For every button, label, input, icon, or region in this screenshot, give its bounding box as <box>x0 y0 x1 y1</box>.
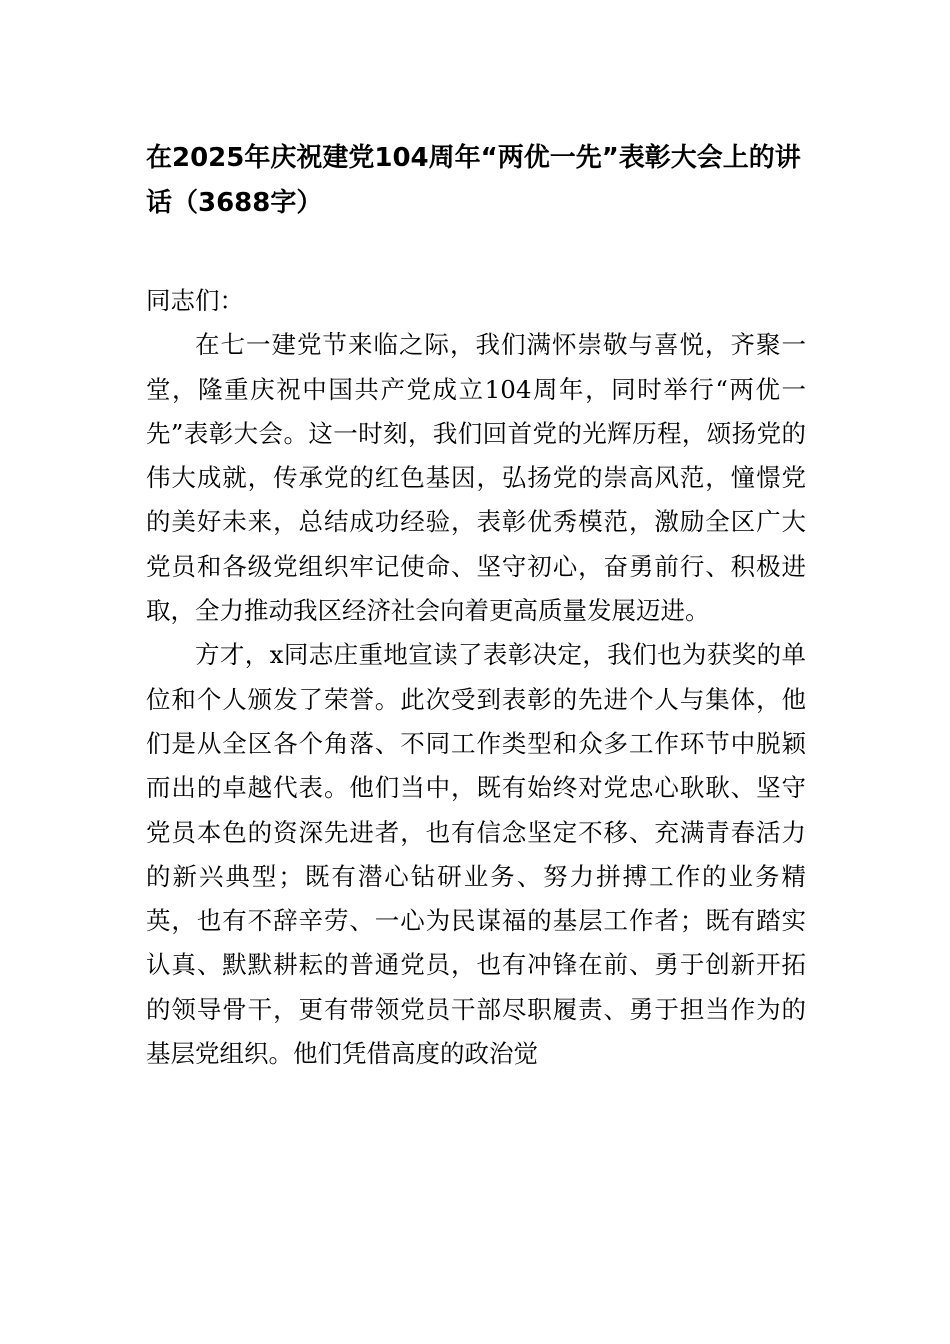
paragraph: 在七一建党节来临之际，我们满怀崇敬与喜悦，齐聚一堂，隆重庆祝中国共产党成立104周年，同时举行“两优一先”表彰大会。这一时刻，我们回首党的光辉历程，颂扬党的伟大成就，传承党的红色基因，弘扬党的崇高风范，憧憬党的美好未来，总结成功经验，表彰优秀模范，激励全区广大党员和各级党组织牢记使命、坚守初心，奋勇前行、积极进取，全力推动我区经济社会向着更高质量发展迈进。 <box>146 330 806 626</box>
paragraph: 方才，x同志庄重地宣读了表彰决定，我们也为获奖的单位和个人颁发了荣誉。此次受到表彰的先进个人与集体，他们是从全区各个角落、不同工作类型和众多工作环节中脱颖而出的卓越代表。他们当中，既有始终对党忠心耿耿、坚守党员本色的资深先进者，也有信念坚定不移、充满青春活力的新兴典型；既有潜心钻研业务、努力拼搏工作的业务精英，也有不辞辛劳、一心为民谋福的基层工作者；既有踏实认真、默默耕耘的普通党员，也有冲锋在前、勇于创新开拓的领导骨干，更有带领党员干部尽职履责、勇于担当作为的基层党组织。他们凭借高度的政治觉 <box>146 640 806 1069</box>
document-title: 在2025年庆祝建党104周年“两优一先”表彰大会上的讲话（3688字） <box>146 143 801 218</box>
salutation: 同志们： <box>146 286 244 315</box>
document-body <box>146 279 806 1076</box>
